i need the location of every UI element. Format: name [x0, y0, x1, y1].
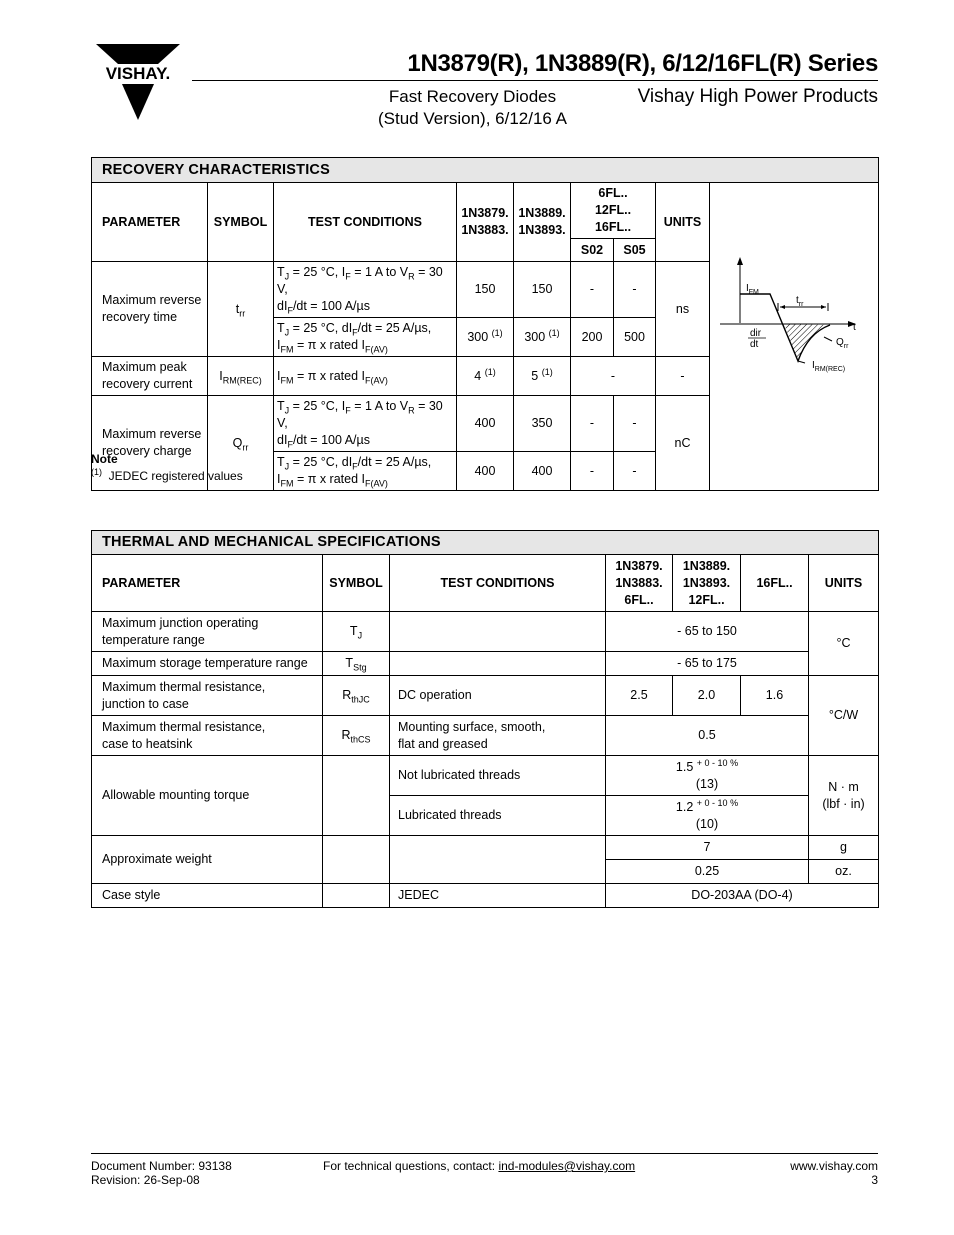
qrr-b-s05: -: [614, 452, 656, 491]
trr-b-s02: 200: [571, 318, 614, 357]
header-1n3879: 1N3879. 1N3883. 6FL..: [606, 555, 673, 612]
symbol-irm: $I_{RM(REC)}$: [208, 357, 274, 396]
contact-prefix: For technical questions, contact:: [323, 1159, 499, 1173]
header-symbol: SYMBOL: [208, 183, 274, 262]
cond-torque-a: Not lubricated threads: [390, 756, 606, 796]
symbol-qrr: $Q_{rr}$: [208, 396, 274, 491]
recovery-waveform-diagram: [710, 183, 879, 445]
note-text: $^{(1)}$ JEDEC registered values: [91, 467, 243, 483]
svg-text:IFM: $I_{FM}$: [746, 283, 759, 296]
units-torque: N · m (lbf · in): [809, 756, 879, 836]
header-symbol: SYMBOL: [323, 555, 390, 612]
svg-text:Qrr: $Q_{rr}$: [836, 337, 849, 350]
symbol-trr: $t_{rr}$: [208, 262, 274, 357]
footer-contact: [323, 1159, 635, 1173]
units-rth: °C/W: [809, 676, 879, 756]
header-1n3889: 1N3889. 1N3893.: [514, 183, 571, 262]
rthjc-1n3889: 2.0: [673, 676, 741, 716]
value-torque-b: 1.2 $^{+ 0 - 10 \%}$ (10): [606, 796, 809, 836]
irm-1n3879: 4 $^{(1)}$: [457, 357, 514, 396]
svg-text:VISHAY.: VISHAY.: [105, 64, 171, 83]
recovery-waveform-cell: [710, 183, 879, 491]
units-temp: °C: [809, 612, 879, 676]
qrr-a-s02: -: [571, 396, 614, 452]
revision: Revision: 26-Sep-08: [91, 1173, 200, 1187]
qrr-b-s02: -: [571, 452, 614, 491]
value-rthcs: 0.5: [606, 716, 809, 756]
table-caption: RECOVERY CHARACTERISTICS: [92, 158, 879, 183]
svg-text:dt: dt: [750, 339, 759, 350]
param-tstg: Maximum storage temperature range: [92, 652, 323, 676]
svg-text:trr: $t_{rr}$: [796, 295, 804, 308]
trr-b-1n3889: 300 $^{(1)}$: [514, 318, 571, 357]
units-qrr: nC: [656, 396, 710, 491]
brand-line: Vishay High Power Products: [637, 86, 878, 107]
header-s02: S02: [571, 239, 614, 262]
symbol-rthcs: $R_{thCS}$: [323, 716, 390, 756]
svg-text:t: t: [853, 322, 856, 333]
header-1n3889: 1N3889. 1N3893. 12FL..: [673, 555, 741, 612]
param-case: Case style: [92, 884, 323, 908]
trr-b-1n3879: 300 $^{(1)}$: [457, 318, 514, 357]
header-16fl: 16FL..: [741, 555, 809, 612]
trr-a-s02: -: [571, 262, 614, 318]
y-axis-arrow-icon: [737, 257, 743, 265]
cond-rthcs: Mounting surface, smooth, flat and greased: [390, 716, 606, 756]
header-rule: [192, 80, 878, 81]
param-weight: Approximate weight: [92, 836, 323, 884]
symbol-rthjc: $R_{thJC}$: [323, 676, 390, 716]
trr-a-1n3879: 150: [457, 262, 514, 318]
website: www.vishay.com: [790, 1159, 878, 1173]
recovery-characteristics-table: [91, 157, 879, 491]
units-trr: ns: [656, 262, 710, 357]
cond-tstg: [390, 652, 606, 676]
symbol-tstg: $T_{Stg}$: [323, 652, 390, 676]
cond-case: JEDEC: [390, 884, 606, 908]
product-subtitle: [360, 86, 585, 130]
cond-trr-a: $T_J = 25$ °C, $I_F = 1$ A to $V_R = 30$ V, $dI_F/dt = 100$ A/µs: [274, 262, 457, 318]
header-fl-series: 6FL.. 12FL.. 16FL..: [571, 183, 656, 239]
cond-weight: [390, 836, 606, 884]
cond-irm: $I_{FM} = \pi$ x rated $I_{F(AV)}$: [274, 357, 457, 396]
value-tstg: - 65 to 175: [606, 652, 809, 676]
cond-trr-b: $T_J = 25$ °C, $dI_F/dt = 25$ A/µs, $I_{FM} = \pi$ x rated $I_{F(AV)}$: [274, 318, 457, 357]
param-irm: Maximum peak recovery current: [92, 357, 208, 396]
thermal-mechanical-table: [91, 530, 879, 908]
subtitle-line-1: Fast Recovery Diodes: [388, 87, 557, 106]
table-caption: THERMAL AND MECHANICAL SPECIFICATIONS: [92, 531, 879, 555]
value-torque-a: 1.5 $^{+ 0 - 10 \%}$ (13): [606, 756, 809, 796]
param-trr: Maximum reverse recovery time: [92, 262, 208, 357]
value-weight-oz: 0.25: [606, 860, 809, 884]
symbol-tj: $T_J$: [323, 612, 390, 652]
svg-text:dir: dir: [750, 328, 762, 339]
header-test-conditions: TEST CONDITIONS: [274, 183, 457, 262]
note-title: Note: [91, 452, 118, 466]
qrr-a-1n3879: 400: [457, 396, 514, 452]
cond-torque-b: Lubricated threads: [390, 796, 606, 836]
footer-site: [700, 1159, 878, 1187]
qrr-a-1n3889: 350: [514, 396, 571, 452]
qrr-b-1n3879: 400: [457, 452, 514, 491]
param-torque: Allowable mounting torque: [92, 756, 323, 836]
rthjc-16fl: 1.6: [741, 676, 809, 716]
page-number: 3: [871, 1173, 878, 1187]
units-irm: -: [656, 357, 710, 396]
trr-b-s05: 500: [614, 318, 656, 357]
series-title: 1N3879(R), 1N3889(R), 6/12/16FL(R) Series: [407, 50, 878, 77]
rthjc-1n3879: 2.5: [606, 676, 673, 716]
contact-email-link[interactable]: ind-modules@vishay.com: [498, 1159, 636, 1173]
svg-text:IRM(REC): $I_{RM(REC)}$: [812, 360, 846, 373]
symbol-weight: [323, 836, 390, 884]
units-weight-oz: oz.: [809, 860, 879, 884]
param-rthjc: Maximum thermal resistance, junction to case: [92, 676, 323, 716]
param-qrr: Maximum reverse recovery charge: [92, 396, 208, 491]
header-parameter: PARAMETER: [92, 555, 323, 612]
footer-doc-info: [91, 1159, 232, 1187]
irm-1n3889: 5 $^{(1)}$: [514, 357, 571, 396]
header-s05: S05: [614, 239, 656, 262]
header-parameter: PARAMETER: [92, 183, 208, 262]
trr-a-1n3889: 150: [514, 262, 571, 318]
document-number: Document Number: 93138: [91, 1159, 232, 1173]
qrr-b-1n3889: 400: [514, 452, 571, 491]
cond-tj: [390, 612, 606, 652]
symbol-case: [323, 884, 390, 908]
irm-fl: -: [571, 357, 656, 396]
header-units: UNITS: [809, 555, 879, 612]
header-1n3879: 1N3879. 1N3883.: [457, 183, 514, 262]
trr-a-s05: -: [614, 262, 656, 318]
cond-qrr-a: $T_J = 25$ °C, $I_F = 1$ A to $V_R = 30$ V, $dI_F/dt = 100$ A/µs: [274, 396, 457, 452]
units-weight-g: g: [809, 836, 879, 860]
param-tj: Maximum junction operating temperature range: [92, 612, 323, 652]
footer-rule: [91, 1153, 878, 1154]
header-test-conditions: TEST CONDITIONS: [390, 555, 606, 612]
qrr-a-s05: -: [614, 396, 656, 452]
param-rthcs: Maximum thermal resistance, case to heatsink: [92, 716, 323, 756]
subtitle-line-2: (Stud Version), 6/12/16 A: [377, 109, 567, 128]
vishay-logo: [92, 44, 184, 120]
cond-rthjc: DC operation: [390, 676, 606, 716]
value-tj: - 65 to 150: [606, 612, 809, 652]
cond-qrr-b: $T_J = 25$ °C, $dI_F/dt = 25$ A/µs, $I_{FM} = \pi$ x rated $I_{F(AV)}$: [274, 452, 457, 491]
value-case: DO-203AA (DO-4): [606, 884, 879, 908]
value-weight-g: 7: [606, 836, 809, 860]
header-units: UNITS: [656, 183, 710, 262]
symbol-torque: [323, 756, 390, 836]
